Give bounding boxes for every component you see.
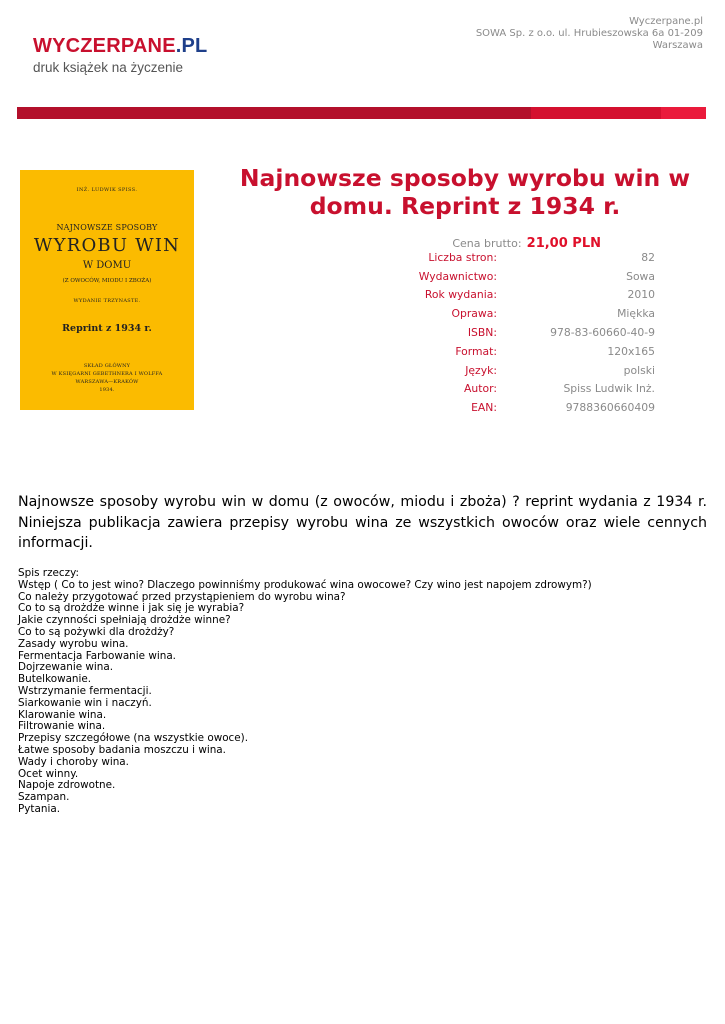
cover-author: INŻ. LUDWIK SPISS.: [76, 187, 138, 193]
price-label: Cena brutto:: [452, 237, 522, 250]
header-banner: [17, 107, 706, 119]
toc-item: Zasady wyrobu wina.: [18, 637, 129, 650]
toc-item: Co to są pożywki dla drożdży?: [18, 625, 175, 638]
company-city: Warszawa: [652, 40, 703, 51]
toc-item: Wstrzymanie fermentacji.: [18, 684, 152, 697]
detail-value: Spiss Ludwik Inż.: [563, 382, 655, 396]
cover-title-line: NAJNOWSZE SPOSOBY: [56, 223, 158, 232]
detail-label: Liczba stron:: [428, 250, 497, 264]
detail-value: 2010: [627, 288, 655, 302]
toc-item: Butelkowanie.: [18, 673, 92, 686]
detail-row: [380, 248, 655, 267]
product-details: [380, 248, 655, 417]
detail-value: Sowa: [626, 269, 655, 283]
detail-row: [380, 323, 655, 342]
detail-value: polski: [623, 363, 655, 377]
toc-item: Dojrzewanie wina.: [18, 661, 114, 674]
detail-label: Rok wydania:: [424, 288, 497, 302]
cover-subtitle: (Z OWOCÓW, MIODU I ZBOŻA): [62, 278, 152, 284]
detail-row: [380, 267, 655, 286]
toc-item: Wstęp ( Co to jest wino? Dlaczego powinniśmy produkować wina owocowe? Czy wino jest napojem zdrowym?): [18, 578, 592, 591]
table-of-contents: [18, 568, 592, 816]
detail-value: 120x165: [607, 344, 655, 358]
toc-item: Jakie czynności spełniają drożdże winne?: [18, 614, 231, 627]
toc-item: Szampan.: [18, 791, 70, 804]
toc-item: Wady i choroby wina.: [18, 755, 129, 768]
toc-item: Siarkowanie win i naczyń.: [18, 696, 152, 709]
detail-value: Miękka: [617, 307, 655, 321]
toc-heading: Spis rzeczy:: [18, 567, 79, 579]
logo-wordmark: WYCZERPANE.PL: [33, 35, 208, 57]
logo-tagline: druk książek na życzenie: [33, 60, 184, 75]
cover-publisher: SKŁAD GŁÓWNY W KSIĘGARNI GEBETHNERA I WOLFFA WARSZAWA—KRAKÓW 1934.: [51, 363, 163, 393]
toc-item: Przepisy szczegółowe (na wszystkie owoce).: [18, 732, 249, 745]
detail-label: Oprawa:: [451, 307, 497, 321]
book-cover-image: [20, 170, 194, 410]
detail-label: EAN:: [471, 401, 497, 415]
toc-item: Co to są drożdże winne i jak się je wyrabia?: [18, 602, 245, 615]
toc-item: Pytania.: [18, 802, 60, 815]
cover-edition: WYDANIE TRZYNASTE.: [73, 298, 141, 304]
price-value: 21,00 PLN: [526, 236, 601, 251]
toc-item: Napoje zdrowotne.: [18, 779, 116, 792]
toc-item: Co należy przygotować przed przystąpieniem do wyrobu wina?: [18, 590, 346, 603]
detail-row: [380, 380, 655, 399]
detail-label: Format:: [455, 344, 497, 358]
company-street: SOWA Sp. z o.o. ul. Hrubieszowska 6a 01-209: [475, 28, 703, 39]
toc-item: Filtrowanie wina.: [18, 720, 106, 733]
detail-row: [380, 304, 655, 323]
product-description: Najnowsze sposoby wyrobu win w domu (z owoców, miodu i zboża) ? reprint wydania z 1934 r. Niniejsza publikacja zawiera przepisy wyrobu wina ze wszystkich owoców oraz wiele cennych informacji.: [18, 494, 707, 551]
cover-title-line: W DOMU: [82, 260, 132, 271]
site-logo[interactable]: [33, 36, 207, 75]
toc-item: Łatwe sposoby badania moszczu i wina.: [18, 743, 226, 756]
detail-label: ISBN:: [467, 326, 497, 340]
detail-row: [380, 361, 655, 380]
cover-title-line: WYROBU WIN: [33, 235, 181, 256]
product-title: Najnowsze sposoby wyrobu win w domu. Reprint z 1934 r.: [239, 164, 691, 220]
detail-row: [380, 398, 655, 417]
detail-row: [380, 286, 655, 305]
detail-label: Autor:: [464, 382, 497, 396]
toc-item: Fermentacja Farbowanie wina.: [18, 649, 176, 662]
detail-value: 9788360660409: [565, 401, 655, 415]
detail-value: 978-83-60660-40-9: [550, 326, 655, 340]
toc-item: Ocet winny.: [18, 767, 79, 780]
detail-label: Język:: [465, 363, 497, 377]
detail-value: 82: [641, 250, 655, 264]
cover-reprint: Reprint z 1934 r.: [62, 323, 152, 334]
toc-item: Klarowanie wina.: [18, 708, 107, 721]
company-address: [476, 16, 703, 52]
detail-label: Wydawnictwo:: [418, 269, 497, 283]
company-site: Wyczerpane.pl: [629, 16, 703, 27]
detail-row: [380, 342, 655, 361]
